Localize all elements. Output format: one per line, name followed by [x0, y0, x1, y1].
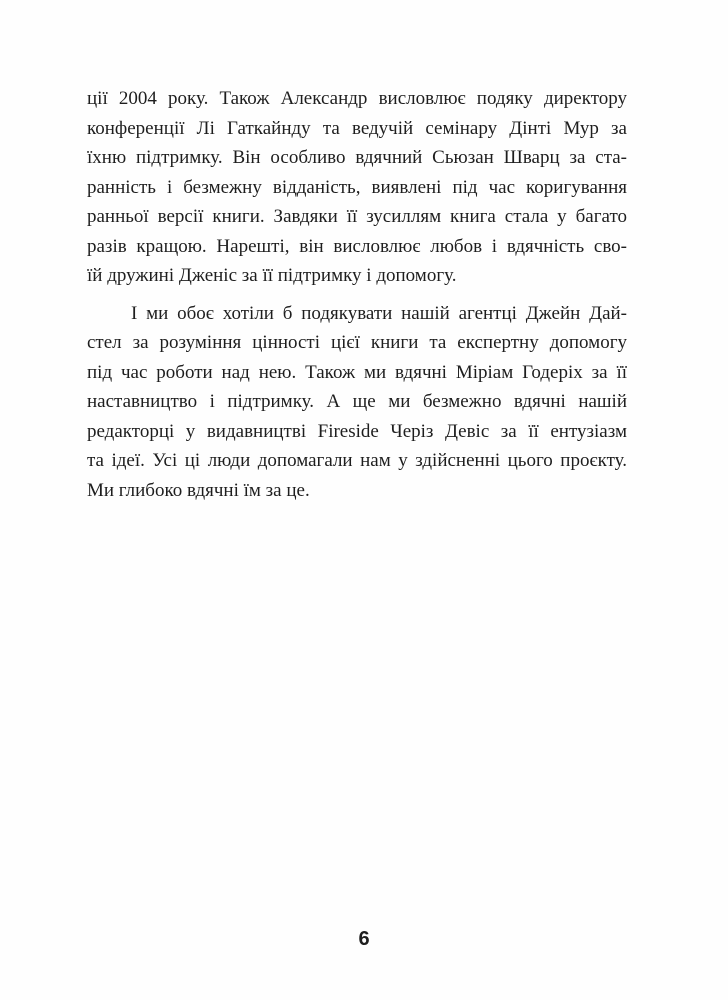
text-line: їхню підтримку. Він особливо вдячний Сьюзан Шварц за ста-	[87, 147, 627, 168]
text-line: конференції Лі Гаткайнду та ведучій семінару Дінті Мур за	[87, 117, 627, 139]
page-number: 6	[358, 928, 370, 950]
body-text	[87, 84, 627, 505]
text-line: їй дружині Дженіс за її підтримку і допомогу.	[87, 265, 457, 286]
text-line: ції 2004 року. Також Александр висловлює подяку директору	[87, 88, 627, 109]
text-line: ранньої версії книги. Завдяки її зусиллям книга стала у багато	[87, 206, 627, 227]
text-line: та ідеї. Усі ці люди допомагали нам у здійсненні цього проєкту.	[87, 450, 627, 471]
paragraph-2	[87, 299, 627, 506]
text-line: наставництво і підтримку. А ще ми безмежно вдячні нашій	[87, 391, 627, 412]
text-line: редакторці у видавництві Fireside Черіз Девіс за її ентузіазм	[87, 420, 627, 442]
text-line: разів кращою. Нарешті, він висловлює любов і вдячність сво-	[87, 235, 627, 257]
text-line: стел за розуміння цінності цієї книги та експертну допомогу	[87, 332, 627, 353]
text-line: під час роботи над нею. Також ми вдячні Міріам Годеріх за її	[87, 361, 627, 383]
paragraph-1	[87, 84, 627, 291]
text-line: Ми глибоко вдячні їм за це.	[87, 479, 310, 501]
text-line: І ми обоє хотіли б подякувати нашій агентці Джейн Дай-	[131, 302, 627, 324]
text-line: ранність і безмежну відданість, виявлені під час коригування	[87, 176, 627, 198]
